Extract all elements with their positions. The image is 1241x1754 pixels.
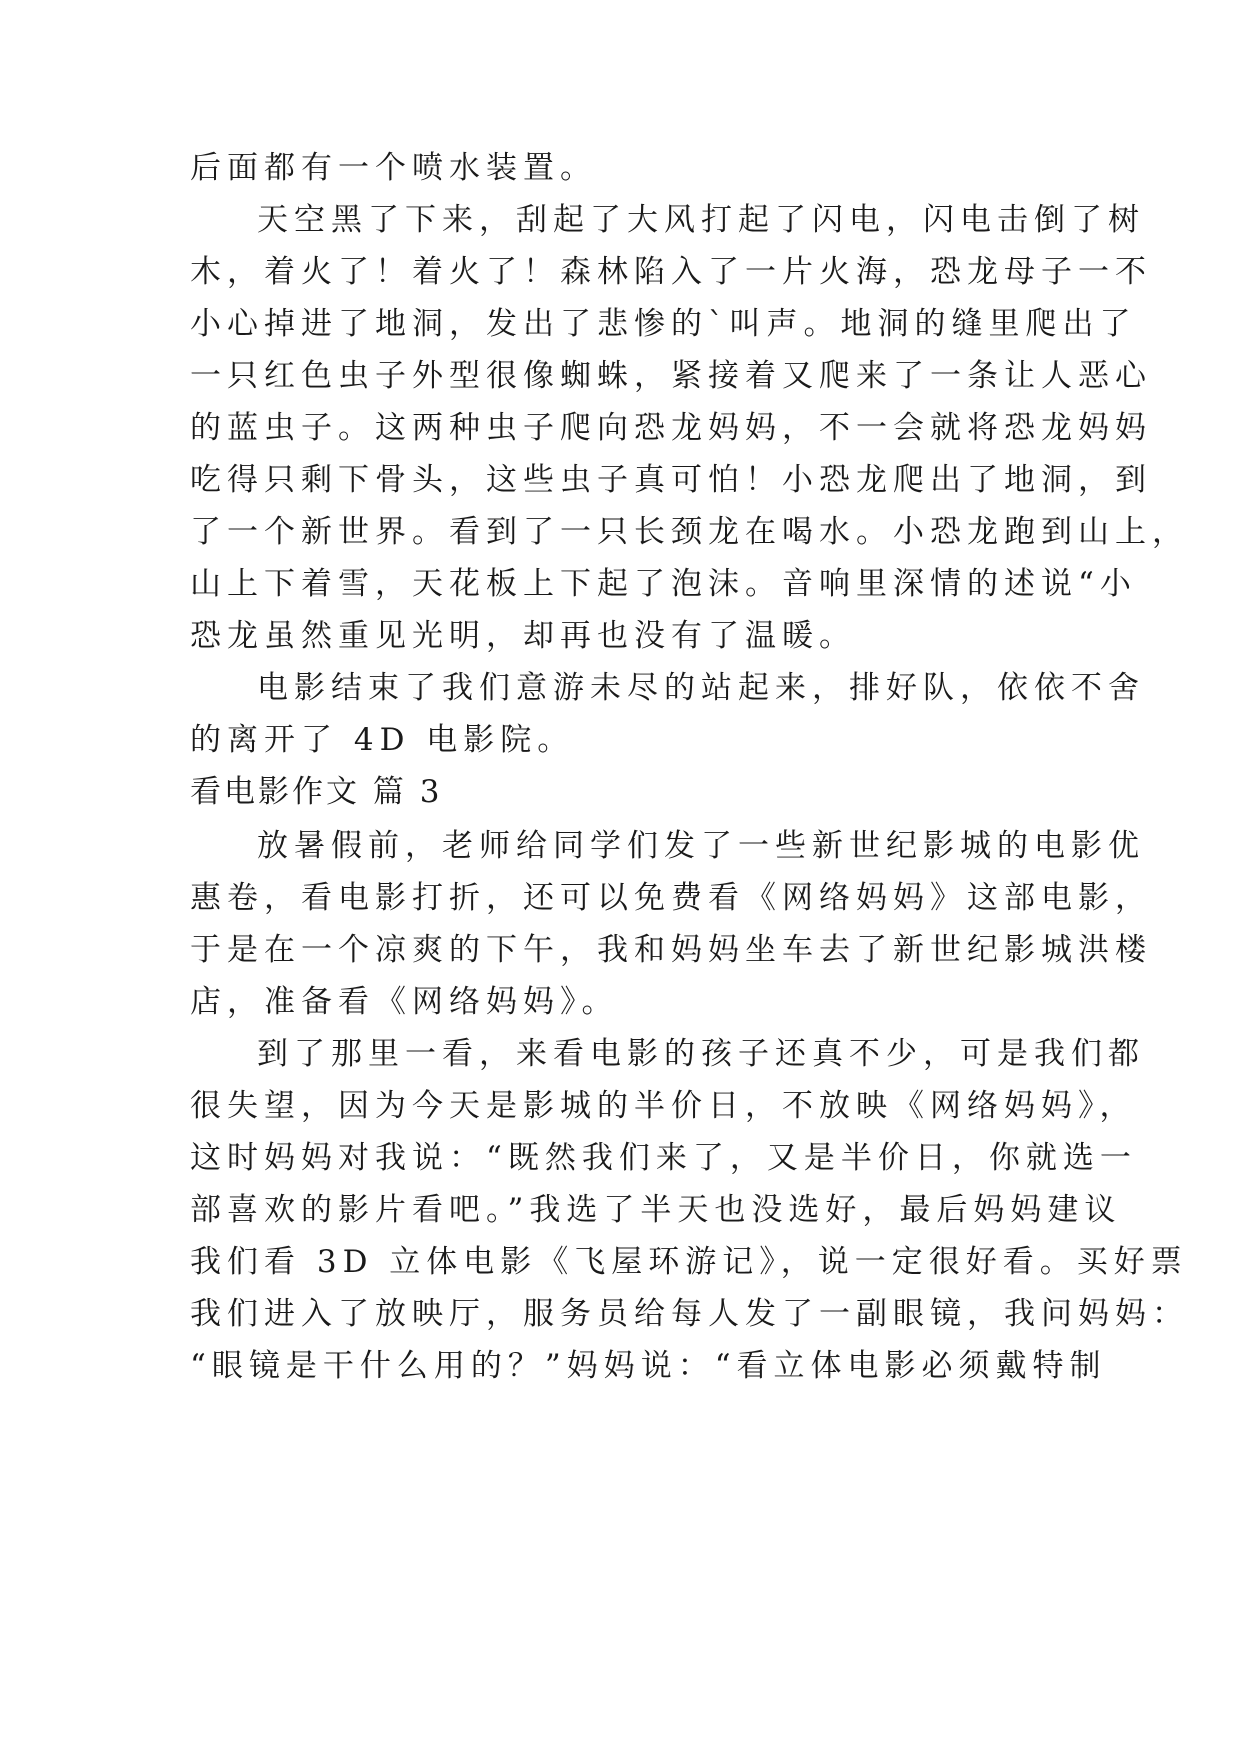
section-heading: 看电影作文 篇 3 [190,774,443,810]
text-line: 木，着火了！着火了！森林陷入了一片火海，恐龙母子一不 [190,254,1152,290]
text-line: 吃得只剩下骨头，这些虫子真可怕！小恐龙爬出了地洞，到 [190,462,1152,498]
text-line: 惠卷，看电影打折，还可以免费看《网络妈妈》这部电影， [190,880,1152,916]
paragraph-start-line: 电影结束了我们意游未尽的站起来，排好队，依依不舍 [257,670,1145,706]
text-line: 山上下着雪，天花板上下起了泡沫。音响里深情的述说“小 [190,566,1137,602]
text-line: 很失望，因为今天是影城的半价日，不放映《网络妈妈》， [190,1088,1137,1124]
text-line: 我们看 3D 立体电影《飞屋环游记》，说一定很好看。买好票 [190,1244,1188,1280]
text-line: 我们进入了放映厅，服务员给每人发了一副眼镜，我问妈妈： [190,1296,1189,1332]
text-line: 的离开了 4D 电影院。 [190,722,575,758]
text-line: 于是在一个凉爽的下午，我和妈妈坐车去了新世纪影城洪楼 [190,932,1152,968]
text-line: 恐龙虽然重见光明，却再也没有了温暖。 [190,618,856,654]
text-line: 这时妈妈对我说：“既然我们来了，又是半价日，你就选一 [190,1140,1137,1176]
text-line: 一只红色虫子外型很像蜘蛛，紧接着又爬来了一条让人恶心 [190,358,1152,394]
text-line: “眼镜是干什么用的？”妈妈说：“看立体电影必须戴特制 [190,1348,1107,1384]
text-line: 的蓝虫子。这两种虫子爬向恐龙妈妈，不一会就将恐龙妈妈 [190,410,1152,446]
text-line: 小心掉进了地洞，发出了悲惨的`叫声。地洞的缝里爬出了 [190,306,1137,342]
paragraph-start-line: 放暑假前，老师给同学们发了一些新世纪影城的电影优 [257,828,1145,864]
text-line: 了一个新世界。看到了一只长颈龙在喝水。小恐龙跑到山上， [190,514,1189,550]
text-line: 后面都有一个喷水装置。 [190,150,597,186]
paragraph-start-line: 到了那里一看，来看电影的孩子还真不少，可是我们都 [257,1036,1145,1072]
paragraph-start-line: 天空黑了下来，刮起了大风打起了闪电，闪电击倒了树 [257,202,1145,238]
text-line: 店，准备看《网络妈妈》。 [190,984,619,1020]
text-line: 部喜欢的影片看吧。”我选了半天也没选好，最后妈妈建议 [190,1192,1122,1228]
